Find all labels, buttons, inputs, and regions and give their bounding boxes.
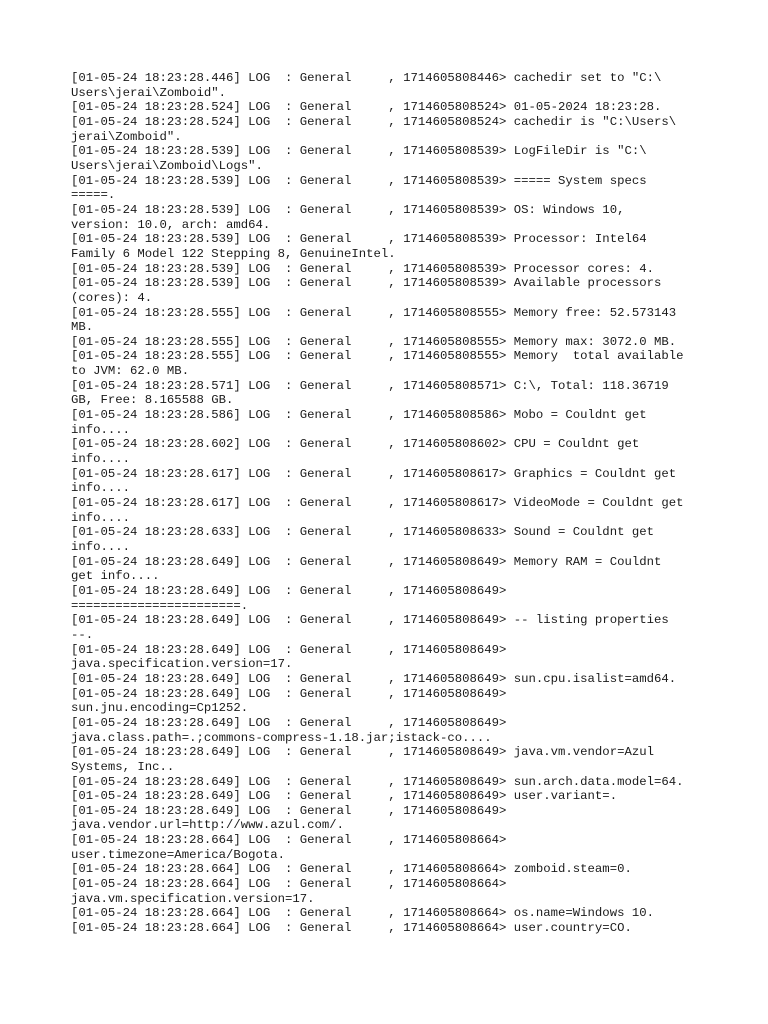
log-line: info.... bbox=[71, 481, 131, 496]
log-line: java.vendor.url=http://www.azul.com/. bbox=[71, 818, 345, 833]
log-line: [01-05-24 18:23:28.555] LOG : General , 1714605808555> Memory total available bbox=[71, 349, 684, 364]
log-line: java.vm.specification.version=17. bbox=[71, 891, 315, 906]
log-line: user.timezone=America/Bogota. bbox=[71, 847, 286, 862]
log-line: [01-05-24 18:23:28.649] LOG : General , 1714605808649> bbox=[71, 583, 507, 598]
log-line: [01-05-24 18:23:28.555] LOG : General , 1714605808555> Memory max: 3072.0 MB. bbox=[71, 334, 677, 349]
log-line: Systems, Inc.. bbox=[71, 759, 175, 774]
log-line: [01-05-24 18:23:28.617] LOG : General , 1714605808617> VideoMode = Couldnt get bbox=[71, 496, 684, 511]
log-line: [01-05-24 18:23:28.664] LOG : General , 1714605808664> bbox=[71, 877, 507, 892]
log-line: to JVM: 62.0 MB. bbox=[71, 364, 190, 379]
log-line: [01-05-24 18:23:28.539] LOG : General , 1714605808539> OS: Windows 10, bbox=[71, 202, 625, 217]
log-line: [01-05-24 18:23:28.664] LOG : General , 1714605808664> zomboid.steam=0. bbox=[71, 862, 632, 877]
log-text-block bbox=[71, 71, 711, 936]
log-line: MB. bbox=[71, 320, 94, 335]
log-line: [01-05-24 18:23:28.539] LOG : General , 1714605808539> Processor: Intel64 bbox=[71, 232, 647, 247]
log-line: [01-05-24 18:23:28.446] LOG : General , 1714605808446> cachedir set to "C:\ bbox=[71, 71, 662, 85]
log-line: [01-05-24 18:23:28.664] LOG : General , 1714605808664> os.name=Windows 10. bbox=[71, 906, 654, 921]
log-line: --. bbox=[71, 627, 94, 642]
log-line: [01-05-24 18:23:28.555] LOG : General , 1714605808555> Memory free: 52.573143 bbox=[71, 305, 677, 320]
log-line: [01-05-24 18:23:28.649] LOG : General , 1714605808649> -- listing properties bbox=[71, 613, 669, 628]
log-line: [01-05-24 18:23:28.664] LOG : General , 1714605808664> user.country=CO. bbox=[71, 921, 632, 936]
log-line: =====. bbox=[71, 188, 116, 203]
log-line: jerai\Zomboid". bbox=[71, 129, 182, 144]
log-line: [01-05-24 18:23:28.539] LOG : General , 1714605808539> Processor cores: 4. bbox=[71, 261, 654, 276]
log-line: [01-05-24 18:23:28.539] LOG : General , 1714605808539> ===== System specs bbox=[71, 173, 647, 188]
log-line: [01-05-24 18:23:28.649] LOG : General , 1714605808649> sun.arch.data.model=64. bbox=[71, 774, 684, 789]
log-line: [01-05-24 18:23:28.539] LOG : General , 1714605808539> LogFileDir is "C:\ bbox=[71, 144, 647, 159]
log-line: [01-05-24 18:23:28.649] LOG : General , 1714605808649> bbox=[71, 686, 507, 701]
log-line: java.class.path=.;commons-compress-1.18.jar;istack-co.... bbox=[71, 730, 492, 745]
log-line: get info.... bbox=[71, 569, 160, 584]
log-line: info.... bbox=[71, 510, 131, 525]
log-line: [01-05-24 18:23:28.649] LOG : General , 1714605808649> bbox=[71, 642, 507, 657]
log-line: [01-05-24 18:23:28.649] LOG : General , 1714605808649> sun.cpu.isalist=amd64. bbox=[71, 671, 677, 686]
log-line: [01-05-24 18:23:28.524] LOG : General , 1714605808524> cachedir is "C:\Users\ bbox=[71, 114, 677, 129]
log-line: [01-05-24 18:23:28.664] LOG : General , 1714605808664> bbox=[71, 833, 507, 848]
log-line: [01-05-24 18:23:28.633] LOG : General , 1714605808633> Sound = Couldnt get bbox=[71, 525, 654, 540]
log-line: sun.jnu.encoding=Cp1252. bbox=[71, 701, 249, 716]
log-line: info.... bbox=[71, 540, 131, 554]
log-line: Family 6 Model 122 Stepping 8, GenuineIntel. bbox=[71, 246, 396, 261]
log-line: (cores): 4. bbox=[71, 290, 153, 305]
log-line: [01-05-24 18:23:28.649] LOG : General , 1714605808649> bbox=[71, 803, 507, 818]
log-line: =======================. bbox=[71, 598, 249, 613]
log-line: [01-05-24 18:23:28.571] LOG : General , 1714605808571> C:\, Total: 118.36719 bbox=[71, 378, 669, 393]
log-line: Users\jerai\Zomboid\Logs". bbox=[71, 158, 263, 173]
log-line: [01-05-24 18:23:28.649] LOG : General , 1714605808649> Memory RAM = Couldnt bbox=[71, 554, 662, 569]
log-line: [01-05-24 18:23:28.617] LOG : General , 1714605808617> Graphics = Couldnt get bbox=[71, 466, 677, 481]
log-line: [01-05-24 18:23:28.649] LOG : General , 1714605808649> bbox=[71, 715, 507, 730]
log-line: info.... bbox=[71, 452, 131, 467]
log-line: [01-05-24 18:23:28.649] LOG : General , 1714605808649> java.vm.vendor=Azul bbox=[71, 745, 654, 760]
log-line: version: 10.0, arch: amd64. bbox=[71, 217, 271, 232]
log-line: [01-05-24 18:23:28.602] LOG : General , 1714605808602> CPU = Couldnt get bbox=[71, 437, 640, 452]
log-line: [01-05-24 18:23:28.586] LOG : General , 1714605808586> Mobo = Couldnt get bbox=[71, 408, 647, 423]
log-line: [01-05-24 18:23:28.539] LOG : General , 1714605808539> Available processors bbox=[71, 276, 662, 291]
log-line: java.specification.version=17. bbox=[71, 657, 293, 672]
log-line: [01-05-24 18:23:28.649] LOG : General , 1714605808649> user.variant=. bbox=[71, 789, 618, 804]
log-line: [01-05-24 18:23:28.524] LOG : General , 1714605808524> 01-05-2024 18:23:28. bbox=[71, 100, 662, 115]
log-line: Users\jerai\Zomboid". bbox=[71, 85, 226, 100]
log-line: info.... bbox=[71, 422, 131, 437]
log-line: GB, Free: 8.165588 GB. bbox=[71, 393, 234, 408]
